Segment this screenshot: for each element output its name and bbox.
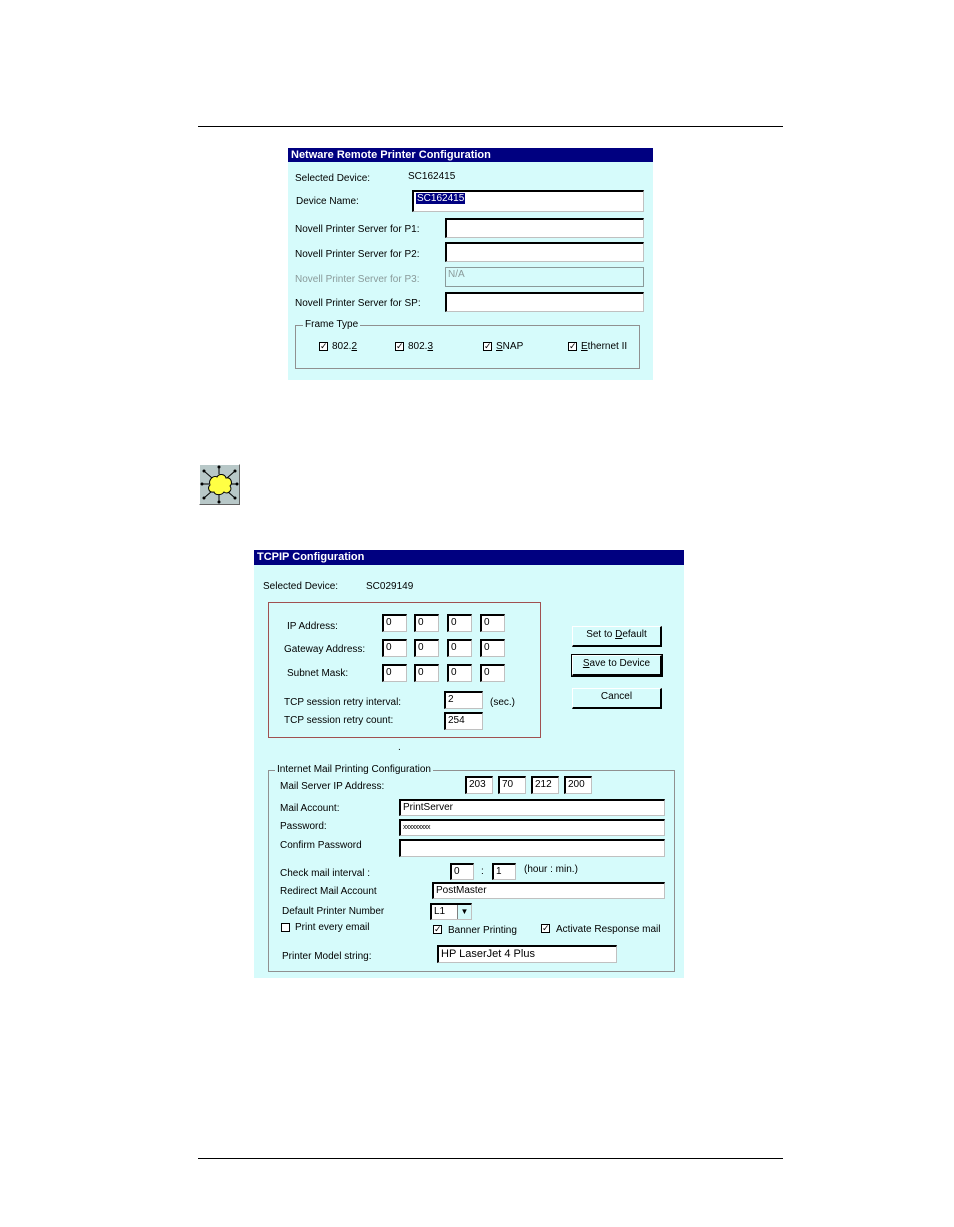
ip-octet-2[interactable]: 0: [414, 614, 439, 632]
p2-label: Novell Printer Server for P2:: [295, 249, 420, 260]
printer-model-label: Printer Model string:: [282, 951, 372, 962]
network-cloud-icon: [200, 465, 239, 504]
p1-label: Novell Printer Server for P1:: [295, 224, 420, 235]
check-interval-separator: :: [481, 866, 484, 877]
save-to-device-button[interactable]: Save to Device: [572, 655, 662, 676]
frame-snap-checkbox[interactable]: ✓: [484, 341, 492, 351]
gateway-octet-3[interactable]: 0: [447, 639, 472, 657]
netware-dialog: [288, 148, 653, 380]
check-mail-interval-label: Check mail interval :: [280, 868, 371, 879]
activate-response-checkbox[interactable]: ✓: [542, 923, 550, 933]
p1-input[interactable]: [445, 218, 644, 238]
printer-model-input[interactable]: HP LaserJet 4 Plus: [437, 945, 617, 963]
device-name-label: Device Name:: [296, 196, 359, 207]
retry-interval-label: TCP session retry interval:: [284, 697, 402, 708]
ip-octet-1[interactable]: 0: [382, 614, 407, 632]
set-to-default-button[interactable]: Set to Default: [572, 626, 662, 647]
frame-type-legend: Frame Type: [305, 319, 359, 330]
retry-count-label: TCP session retry count:: [284, 715, 394, 726]
subnet-octet-2[interactable]: 0: [414, 664, 439, 682]
frame-8022-checkbox[interactable]: ✓: [320, 341, 328, 351]
gateway-octet-4[interactable]: 0: [480, 639, 505, 657]
ip-address-label: IP Address:: [287, 621, 338, 632]
mail-config-legend: Internet Mail Printing Configuration: [277, 764, 431, 775]
frame-8023-label: 802.3: [408, 341, 434, 352]
frame-snap-label: SNAP: [496, 341, 524, 352]
confirm-password-input[interactable]: [399, 839, 665, 857]
ip-octet-4[interactable]: 0: [480, 614, 505, 632]
device-name-input[interactable]: SC162415: [412, 190, 644, 212]
tcpip-selected-device-label: Selected Device:: [263, 581, 339, 592]
mail-ip-octet-1[interactable]: 203: [465, 776, 493, 794]
mail-server-ip-label: Mail Server IP Address:: [280, 781, 385, 792]
retry-count-input[interactable]: 254: [444, 712, 483, 730]
frame-ethernet2-checkbox[interactable]: ✓: [569, 341, 577, 351]
subnet-octet-1[interactable]: 0: [382, 664, 407, 682]
mail-account-label: Mail Account:: [280, 803, 340, 814]
selected-device-label: Selected Device:: [295, 173, 371, 184]
gateway-address-label: Gateway Address:: [284, 644, 366, 655]
activate-response-label: Activate Response mail: [556, 924, 661, 935]
frame-ethernet2-label: Ethernet II: [581, 341, 628, 352]
mail-ip-octet-3[interactable]: 212: [531, 776, 559, 794]
p3-input: N/A: [445, 267, 644, 287]
retry-interval-input[interactable]: 2: [444, 691, 483, 709]
tcpip-dialog: [254, 550, 684, 978]
sp-label: Novell Printer Server for SP:: [295, 298, 421, 309]
p3-label: Novell Printer Server for P3:: [295, 274, 420, 285]
mail-ip-octet-2[interactable]: 70: [498, 776, 526, 794]
redirect-mail-label: Redirect Mail Account: [280, 886, 377, 897]
confirm-password-label: Confirm Password: [280, 840, 362, 851]
gateway-octet-2[interactable]: 0: [414, 639, 439, 657]
print-every-email-label: Print every email: [295, 922, 370, 933]
default-printer-label: Default Printer Number: [282, 906, 385, 917]
mail-account-input[interactable]: PrintServer: [399, 799, 665, 816]
gateway-octet-1[interactable]: 0: [382, 639, 407, 657]
chevron-down-icon[interactable]: ▼: [457, 905, 471, 919]
print-every-email-checkbox[interactable]: [281, 923, 290, 932]
check-interval-unit: (hour : min.): [524, 864, 578, 875]
p2-input[interactable]: [445, 242, 644, 262]
redirect-mail-input[interactable]: PostMaster: [432, 882, 665, 899]
tcpip-selected-device-value: SC029149: [366, 581, 414, 592]
subnet-mask-label: Subnet Mask:: [287, 668, 349, 679]
banner-printing-label: Banner Printing: [448, 925, 517, 936]
frame-8023-checkbox[interactable]: ✓: [396, 341, 404, 351]
tcpip-title-bar: TCPIP Configuration: [254, 550, 684, 565]
check-minute-input[interactable]: 1: [492, 863, 516, 880]
tcpip-toolbar-button[interactable]: [199, 464, 240, 505]
password-input[interactable]: xxxxxxxxx: [399, 819, 665, 836]
check-hour-input[interactable]: 0: [450, 863, 474, 880]
default-printer-select[interactable]: L1 ▼: [430, 903, 472, 920]
subnet-octet-4[interactable]: 0: [480, 664, 505, 682]
password-label: Password:: [280, 821, 327, 832]
banner-printing-checkbox[interactable]: ✓: [434, 924, 442, 934]
subnet-octet-3[interactable]: 0: [447, 664, 472, 682]
sp-input[interactable]: [445, 292, 644, 312]
netware-title-bar: Netware Remote Printer Configuration: [288, 148, 653, 162]
cancel-button[interactable]: Cancel: [572, 688, 662, 709]
retry-interval-unit: (sec.): [490, 697, 515, 708]
bottom-rule: [198, 1158, 783, 1159]
frame-8022-label: 802.2: [332, 341, 358, 352]
mail-ip-octet-4[interactable]: 200: [564, 776, 592, 794]
separator-dot: .: [398, 742, 401, 753]
ip-octet-3[interactable]: 0: [447, 614, 472, 632]
top-rule: [198, 126, 783, 127]
selected-device-value: SC162415: [408, 171, 456, 182]
